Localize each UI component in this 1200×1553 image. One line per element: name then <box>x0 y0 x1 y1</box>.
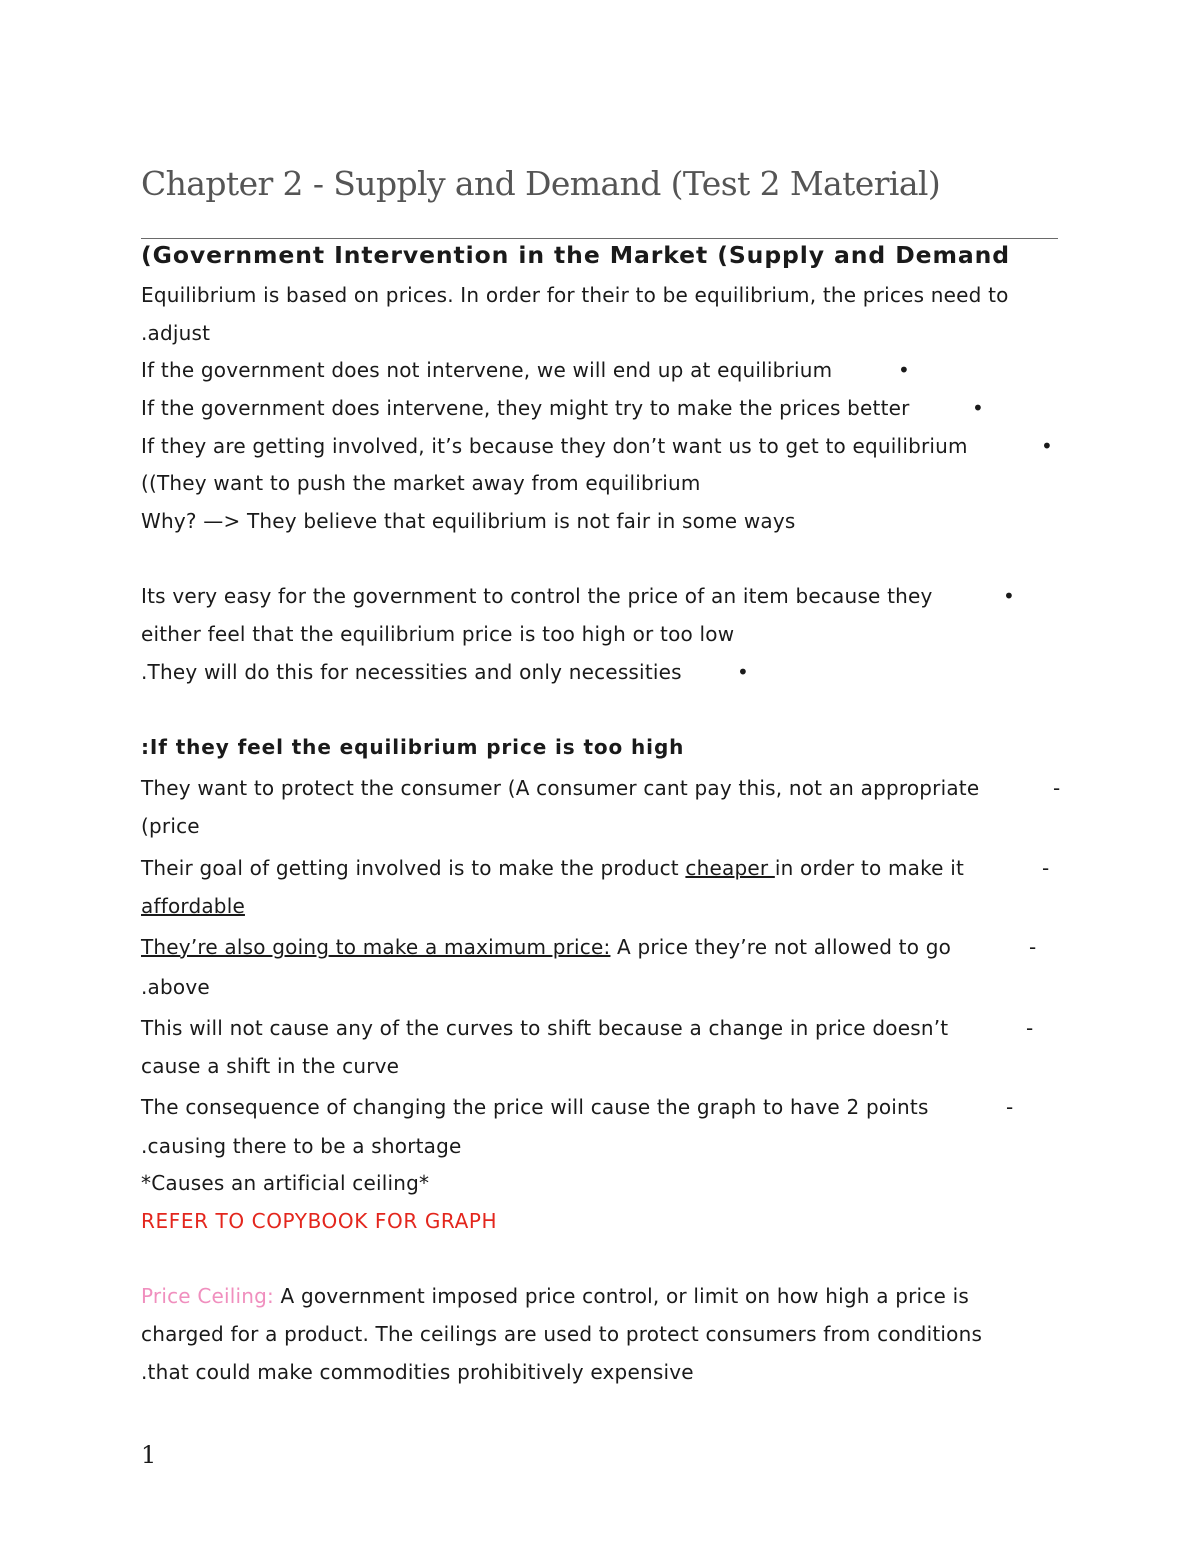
bullet-5-marker: • <box>737 660 749 684</box>
dash-4-line-2: cause a shift in the curve <box>141 1054 400 1078</box>
price-ceiling-def-line-1 <box>141 1283 969 1309</box>
dash-3-line-2: .above <box>141 975 210 999</box>
bullet-4-line-1: Its very easy for the government to control the price of an item because they <box>141 584 933 608</box>
dash-5-line-2: .causing there to be a shortage <box>141 1134 462 1158</box>
refer-to-copybook-note: REFER TO COPYBOOK FOR GRAPH <box>141 1209 498 1233</box>
dash-5-line-1: The consequence of changing the price will cause the graph to have 2 points <box>141 1095 929 1119</box>
title-divider <box>141 238 1058 239</box>
bullet-1-text: If the government does not intervene, we will end up at equilibrium <box>141 358 833 382</box>
bullet-3-marker: • <box>1041 434 1053 458</box>
ceiling-note: *Causes an artificial ceiling* <box>141 1171 430 1195</box>
intro-line-2: .adjust <box>141 321 211 345</box>
price-ceiling-def-line-3: .that could make commodities prohibitively expensive <box>141 1360 694 1384</box>
dash-2-post: in order to make it <box>774 856 965 880</box>
bullet-3-sub-2: Why? —> They believe that equilibrium is not fair in some ways <box>141 509 796 533</box>
intro-line-1: Equilibrium is based on prices. In order for their to be equilibrium, the prices need to <box>141 283 1009 307</box>
dash-4-line-1: This will not cause any of the curves to shift because a change in price doesn’t <box>141 1016 949 1040</box>
bullet-5-text: .They will do this for necessities and only necessities <box>141 660 682 684</box>
dash-3-post: A price they’re not allowed to go <box>610 935 952 959</box>
price-ceiling-def-line-2: charged for a product. The ceilings are used to protect consumers from conditions <box>141 1322 983 1346</box>
page-number: 1 <box>141 1441 157 1469</box>
dash-1-line-2: (price <box>141 814 200 838</box>
bullet-4-line-2: either feel that the equilibrium price is too high or too low <box>141 622 735 646</box>
dash-3-line-1 <box>141 934 951 960</box>
dash-4-marker: - <box>1026 1016 1034 1040</box>
dash-2-pre: Their goal of getting involved is to make the product <box>141 856 686 880</box>
page-title: Chapter 2 - Supply and Demand (Test 2 Material) <box>141 164 941 203</box>
dash-2-marker: - <box>1042 856 1050 880</box>
bullet-2-text: If the government does intervene, they might try to make the prices better <box>141 396 910 420</box>
dash-3-underlined: They’re also going to make a maximum price: <box>141 935 611 959</box>
bullet-3-sub-1: ((They want to push the market away from equilibrium <box>141 471 701 495</box>
too-high-heading: :If they feel the equilibrium price is too high <box>141 735 685 759</box>
dash-5-marker: - <box>1006 1095 1014 1119</box>
dash-2-line-2: affordable <box>141 894 245 918</box>
bullet-1-marker: • <box>898 358 910 382</box>
dash-1-line-1: They want to protect the consumer (A consumer cant pay this, not an appropriate <box>141 776 980 800</box>
price-ceiling-term: Price Ceiling: <box>141 1284 274 1308</box>
price-ceiling-def-1: A government imposed price control, or limit on how high a price is <box>274 1284 969 1308</box>
section-heading: (Government Intervention in the Market (Supply and Demand <box>141 241 1010 269</box>
bullet-4-marker: • <box>1003 584 1015 608</box>
dash-2-underlined: cheaper <box>685 856 775 880</box>
dash-1-marker: - <box>1053 776 1061 800</box>
dash-2-line-1 <box>141 855 964 881</box>
bullet-3-text: If they are getting involved, it’s because they don’t want us to get to equilibrium <box>141 434 968 458</box>
dash-3-marker: - <box>1029 935 1037 959</box>
bullet-2-marker: • <box>972 396 984 420</box>
